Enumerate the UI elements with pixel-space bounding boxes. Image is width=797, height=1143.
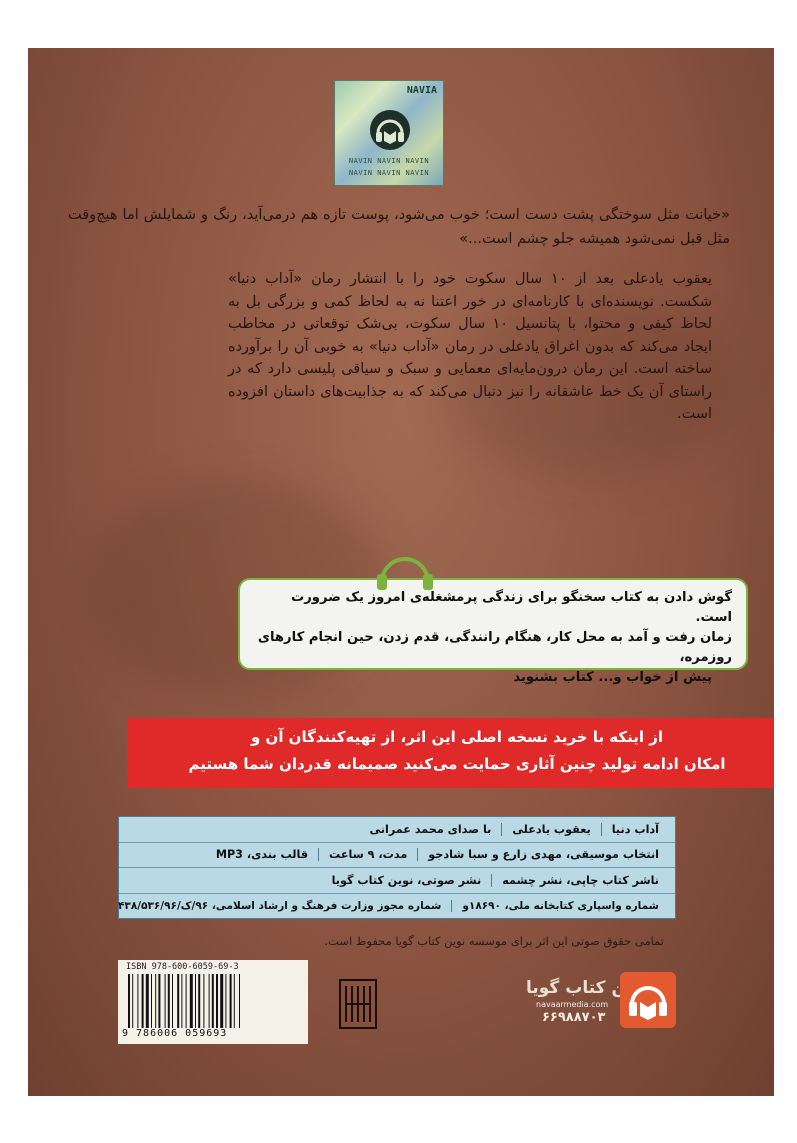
barcode-bar	[172, 974, 173, 1028]
hologram-brand: NAVIA	[406, 85, 437, 96]
barcode-bar	[168, 974, 170, 1028]
book-info-table	[118, 816, 676, 919]
book-back-cover	[28, 48, 774, 1096]
info-row	[119, 894, 675, 920]
barcode-bar	[234, 974, 235, 1028]
barcode-bar	[198, 974, 200, 1028]
info-cell: آداب دنیا	[601, 823, 669, 836]
info-cell: شماره واسپاری کتابخانه ملی، ۱۸۶۹۰و	[451, 900, 669, 912]
barcode-bars	[126, 974, 298, 1028]
hologram-pattern: NAVIN NAVIN NAVIN	[348, 169, 430, 177]
publisher-phone: ۶۶۹۸۸۷۰۳	[542, 1010, 606, 1025]
barcode-bar	[181, 974, 182, 1028]
info-cell: انتخاب موسیقی، مهدی زارع و سبا شادجو	[417, 848, 669, 861]
audiobook-info-box	[238, 578, 748, 685]
info-row	[119, 843, 675, 869]
copyright-notice: تمامی حقوق صوتی این اثر برای موسسه نوین کتاب گویا محفوظ است.	[324, 934, 664, 948]
barcode-bar	[155, 974, 156, 1028]
navin-logo-icon	[620, 972, 676, 1028]
banner-line: امکان ادامه تولید چنین آثاری حمایت می‌کنید صمیمانه قدردان شما هستیم	[188, 755, 726, 773]
barcode-bar	[142, 974, 144, 1028]
info-cell: شماره مجوز وزارت فرهنگ و ارشاد اسلامی، ۹۶/ک/۴۳۸/۵۳۶/۹۶	[118, 900, 442, 913]
info-row	[119, 868, 675, 894]
barcode-bar	[128, 974, 130, 1028]
book-description: یعقوب یادعلی بعد از ۱۰ سال سکوت خود را با انتشار رمان «آداب دنیا» شکست. نویسنده‌ای با کارنامه‌ای در خور اعتنا نه به لحاظ کمی و بزرگی بل به لحاظ کیفی و محتوا، با پتانسیل ۱۰ سال سکوت، بی‌شک توقعاتی در مخاطب ایجاد می‌کند که بدون اغراق یادعلی در رمان «آداب دنیا» به خوبی آن را برآورده ساخته است. این رمان درون‌مایه‌ای معمایی و سبک و سیاقی پلیسی دارد که در راستای آن یک خط عاشقانه را نیز دنبال می‌کند که به جذابیت‌های داستان افزوده است.	[228, 271, 712, 422]
barcode-bar	[137, 974, 138, 1028]
headphones-icon	[374, 546, 436, 590]
publisher-website: navaarmedia.com	[536, 1000, 609, 1009]
banner-line: از اینکه با خرید نسخه اصلی این اثر، از تهیه‌کنندگان آن و	[250, 728, 664, 746]
barcode-bar	[146, 974, 149, 1028]
headphone-book-icon	[369, 109, 411, 151]
info-cell: نشر صوتی، نوین کتاب گویا	[331, 873, 482, 887]
barcode-bar	[151, 974, 152, 1028]
info-cell: مدت، ۹ ساعت	[318, 848, 417, 861]
barcode-bar	[186, 974, 187, 1028]
barcode-bar	[220, 974, 223, 1028]
isbn-label: ISBN 978-600-6059-69-3	[126, 962, 239, 972]
publisher-logo-icon	[338, 978, 378, 1030]
barcode-bar	[165, 974, 166, 1028]
book-quote: «خیانت مثل سوختگی پشت دست است؛ خوب می‌شود، پوست تازه هم درمی‌آید، رنگ و شمایلش اما هیچ‌وقت مثل قبل نمی‌شود همیشه جلو چشم است...»	[68, 207, 730, 247]
listen-line: زمان رفت و آمد به محل کار، هنگام رانندگی، قدم زدن، حین انجام کارهای روزمره،	[257, 630, 732, 665]
info-row	[119, 817, 675, 843]
info-cell: ناشر کتاب چاپی، نشر چشمه	[491, 874, 669, 887]
barcode-bar	[212, 974, 214, 1028]
barcode-bar	[225, 974, 226, 1028]
barcode-bar	[195, 974, 196, 1028]
barcode-bar	[230, 974, 232, 1028]
thanks-banner	[127, 718, 774, 788]
listen-line: پیش از خواب و... کتاب بشنوید	[513, 670, 712, 685]
barcode-bar	[190, 974, 193, 1028]
barcode-bar	[203, 974, 204, 1028]
hologram-pattern: NAVIN NAVIN NAVIN	[348, 157, 430, 165]
listen-line: گوش دادن به کتاب سخنگو برای زندگی پرمشغله‌ی امروز یک ضرورت است.	[290, 590, 732, 625]
barcode-bar	[132, 974, 133, 1028]
info-cell: با صدای محمد عمرانی	[369, 822, 492, 836]
publisher-name: نوین کتاب گویا	[526, 978, 651, 998]
info-cell: قالب بندی، MP3	[215, 848, 309, 862]
barcode-bar	[216, 974, 218, 1028]
hologram-sticker	[334, 80, 444, 186]
barcode	[118, 960, 308, 1044]
barcode-digits: 9 786006 059693	[122, 1028, 228, 1039]
info-cell: یعقوب یادعلی	[501, 823, 600, 836]
barcode-bar	[158, 974, 160, 1028]
barcode-bar	[177, 974, 179, 1028]
barcode-bar	[209, 974, 210, 1028]
barcode-bar	[239, 974, 240, 1028]
